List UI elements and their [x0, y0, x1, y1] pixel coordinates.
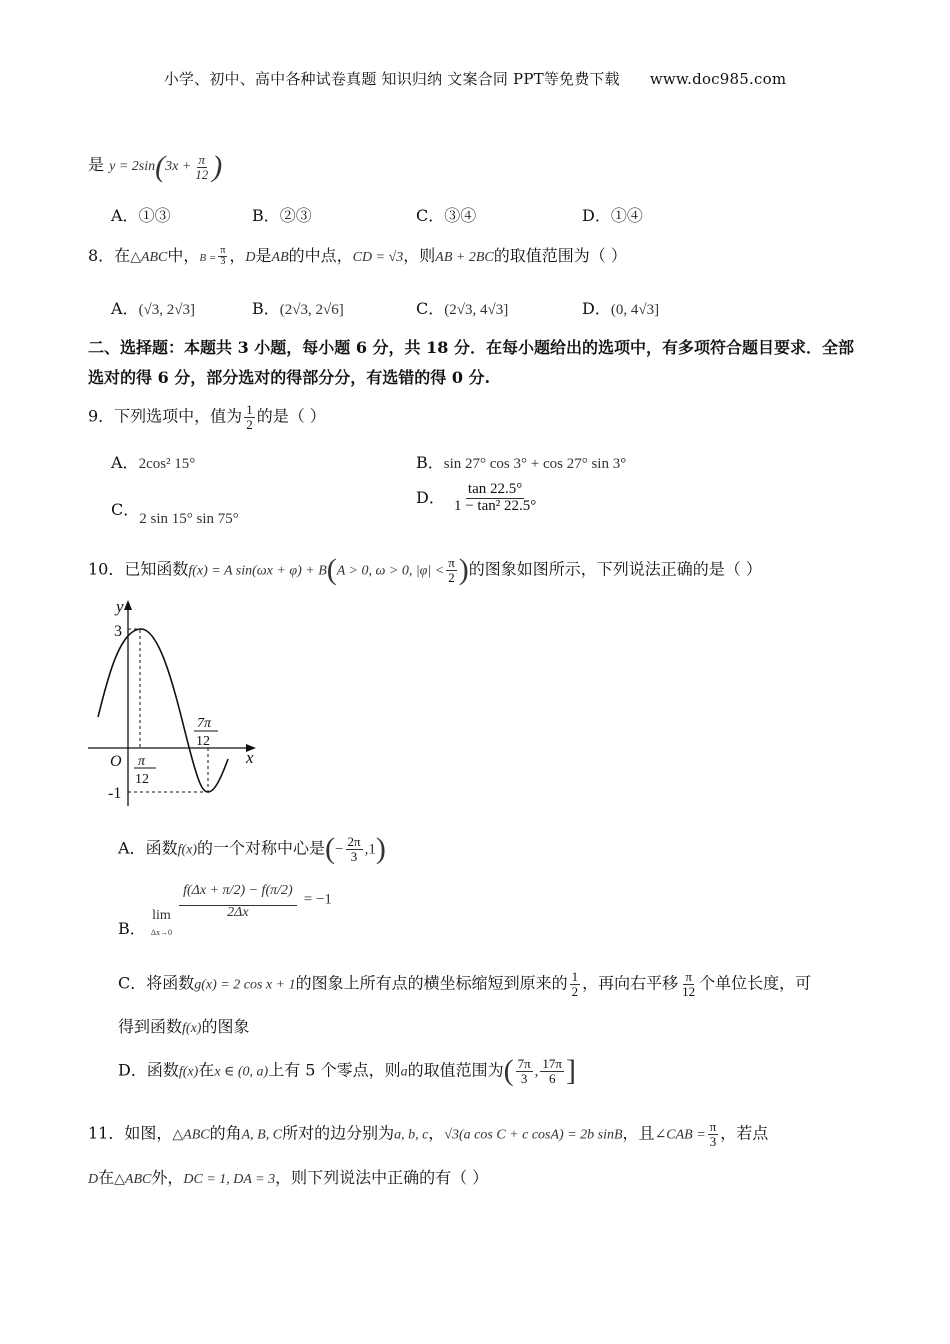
q8-option-a[interactable]: A．(√3, 2√3]: [111, 299, 196, 318]
q8-option-d[interactable]: D．(0, 4√3]: [582, 299, 660, 318]
q10-function-graph: [88, 596, 268, 806]
origin-label: O: [110, 753, 122, 770]
q7-formula: y = 2sin(3x + $\frac{\pi}{12}$ ): [109, 150, 223, 183]
page-header: [0, 68, 950, 89]
tick1-den: 12: [135, 772, 149, 787]
y-label: y: [116, 597, 124, 616]
q9-option-c[interactable]: C．2 sin 15° sin 75°: [111, 500, 239, 527]
header-text: 小学、初中、高中各种试卷真题 知识归纳 文案合同 PPT等免费下载: [163, 70, 620, 88]
q9-option-a[interactable]: A．2cos² 15°: [111, 453, 196, 472]
q7-option-a[interactable]: A．①③: [111, 206, 171, 225]
q7-tail: 是 y = 2sin(3x + $\frac{\pi}{12}$ ): [88, 150, 223, 183]
tick2-num: 7π: [197, 716, 212, 731]
q10-option-d[interactable]: D．函数f(x)在x ∈ (0, a)上有 5 个零点，则a的取值范围为( $\frac{7\pi}{3}$ , $\frac{17\pi}{6}$ ]: [118, 1054, 576, 1087]
q9-option-d[interactable]: D． $\frac{\tan 22.5^\circ}{\text{1 − tan² 22.5°}}$: [416, 481, 537, 514]
q7-option-b[interactable]: B．②③: [252, 206, 312, 225]
tick2-den: 12: [196, 734, 210, 749]
q11-stem-line2: D在△ABC外，DC = 1, DA = 3，则下列说法中正确的有（ ）: [88, 1168, 489, 1187]
x-label: x: [246, 748, 254, 767]
header-url[interactable]: www.doc985.com: [649, 70, 787, 88]
q8-option-b[interactable]: B．(2√3, 2√6]: [252, 299, 344, 318]
q10-option-a[interactable]: A．函数f(x)的一个对称中心是(− $\frac{2\pi}{3}$ ,1): [118, 832, 386, 865]
q8-option-c[interactable]: C．(2√3, 4√3]: [416, 299, 509, 318]
min-label: -1: [108, 785, 122, 802]
section-2-heading: 二、选择题：本题共 3 小题，每小题 6 分，共 18 分．在每小题给出的选项中，有多项符合题目要求．全部选对的得 6 分，部分选对的得部分分，有选错的得 0 分.: [88, 338, 854, 387]
q7-option-d[interactable]: D．①④: [582, 206, 643, 225]
q10-option-c-line2: 得到函数f(x)的图象: [118, 1017, 250, 1036]
max-label: 3: [114, 623, 122, 640]
q10-option-c[interactable]: C．将函数g(x) = 2 cos x + 1的图象上所有点的横坐标缩短到原来的 $\frac{1}{2}$ ，再向右平移 $\frac{\pi}{12}$ 个单位长度，可: [118, 969, 812, 999]
q9-stem: 9．下列选项中，值为 $\frac{1}{2}$ 的是（ ）: [88, 402, 326, 432]
q10-stem: 10．已知函数f(x) = A sin(ωx + φ) + B(A > 0, ω > 0, |φ| < $\frac{\pi}{2}$ )的图象如图所示，下列说法正确的是（ ）: [88, 553, 762, 586]
q7-option-c[interactable]: C．③④: [416, 206, 477, 225]
q11-stem-line1: 11．如图，△ABC的角A, B, C所对的边分别为a, b, c，√3(a cos C + c cosA) = 2b sinB，且∠CAB = $\frac{\pi}{3}$ ，若点: [88, 1119, 769, 1149]
y-axis-arrow-icon: [124, 600, 132, 610]
tick1-num: π: [138, 754, 146, 769]
q10-option-b[interactable]: B． lim Δx→0 $\frac{f(\Delta x + \pi/2) - f(\pi/2)}{2\Delta x}$ = −1: [118, 878, 332, 940]
q8-stem: 8．在△ABC中，B = $\frac{\pi}{3}$ ，D是AB的中点，CD = √3，则AB + 2BC的取值范围为（ ）: [88, 244, 627, 267]
q9-option-b[interactable]: B．sin 27° cos 3° + cos 27° sin 3°: [416, 453, 627, 472]
